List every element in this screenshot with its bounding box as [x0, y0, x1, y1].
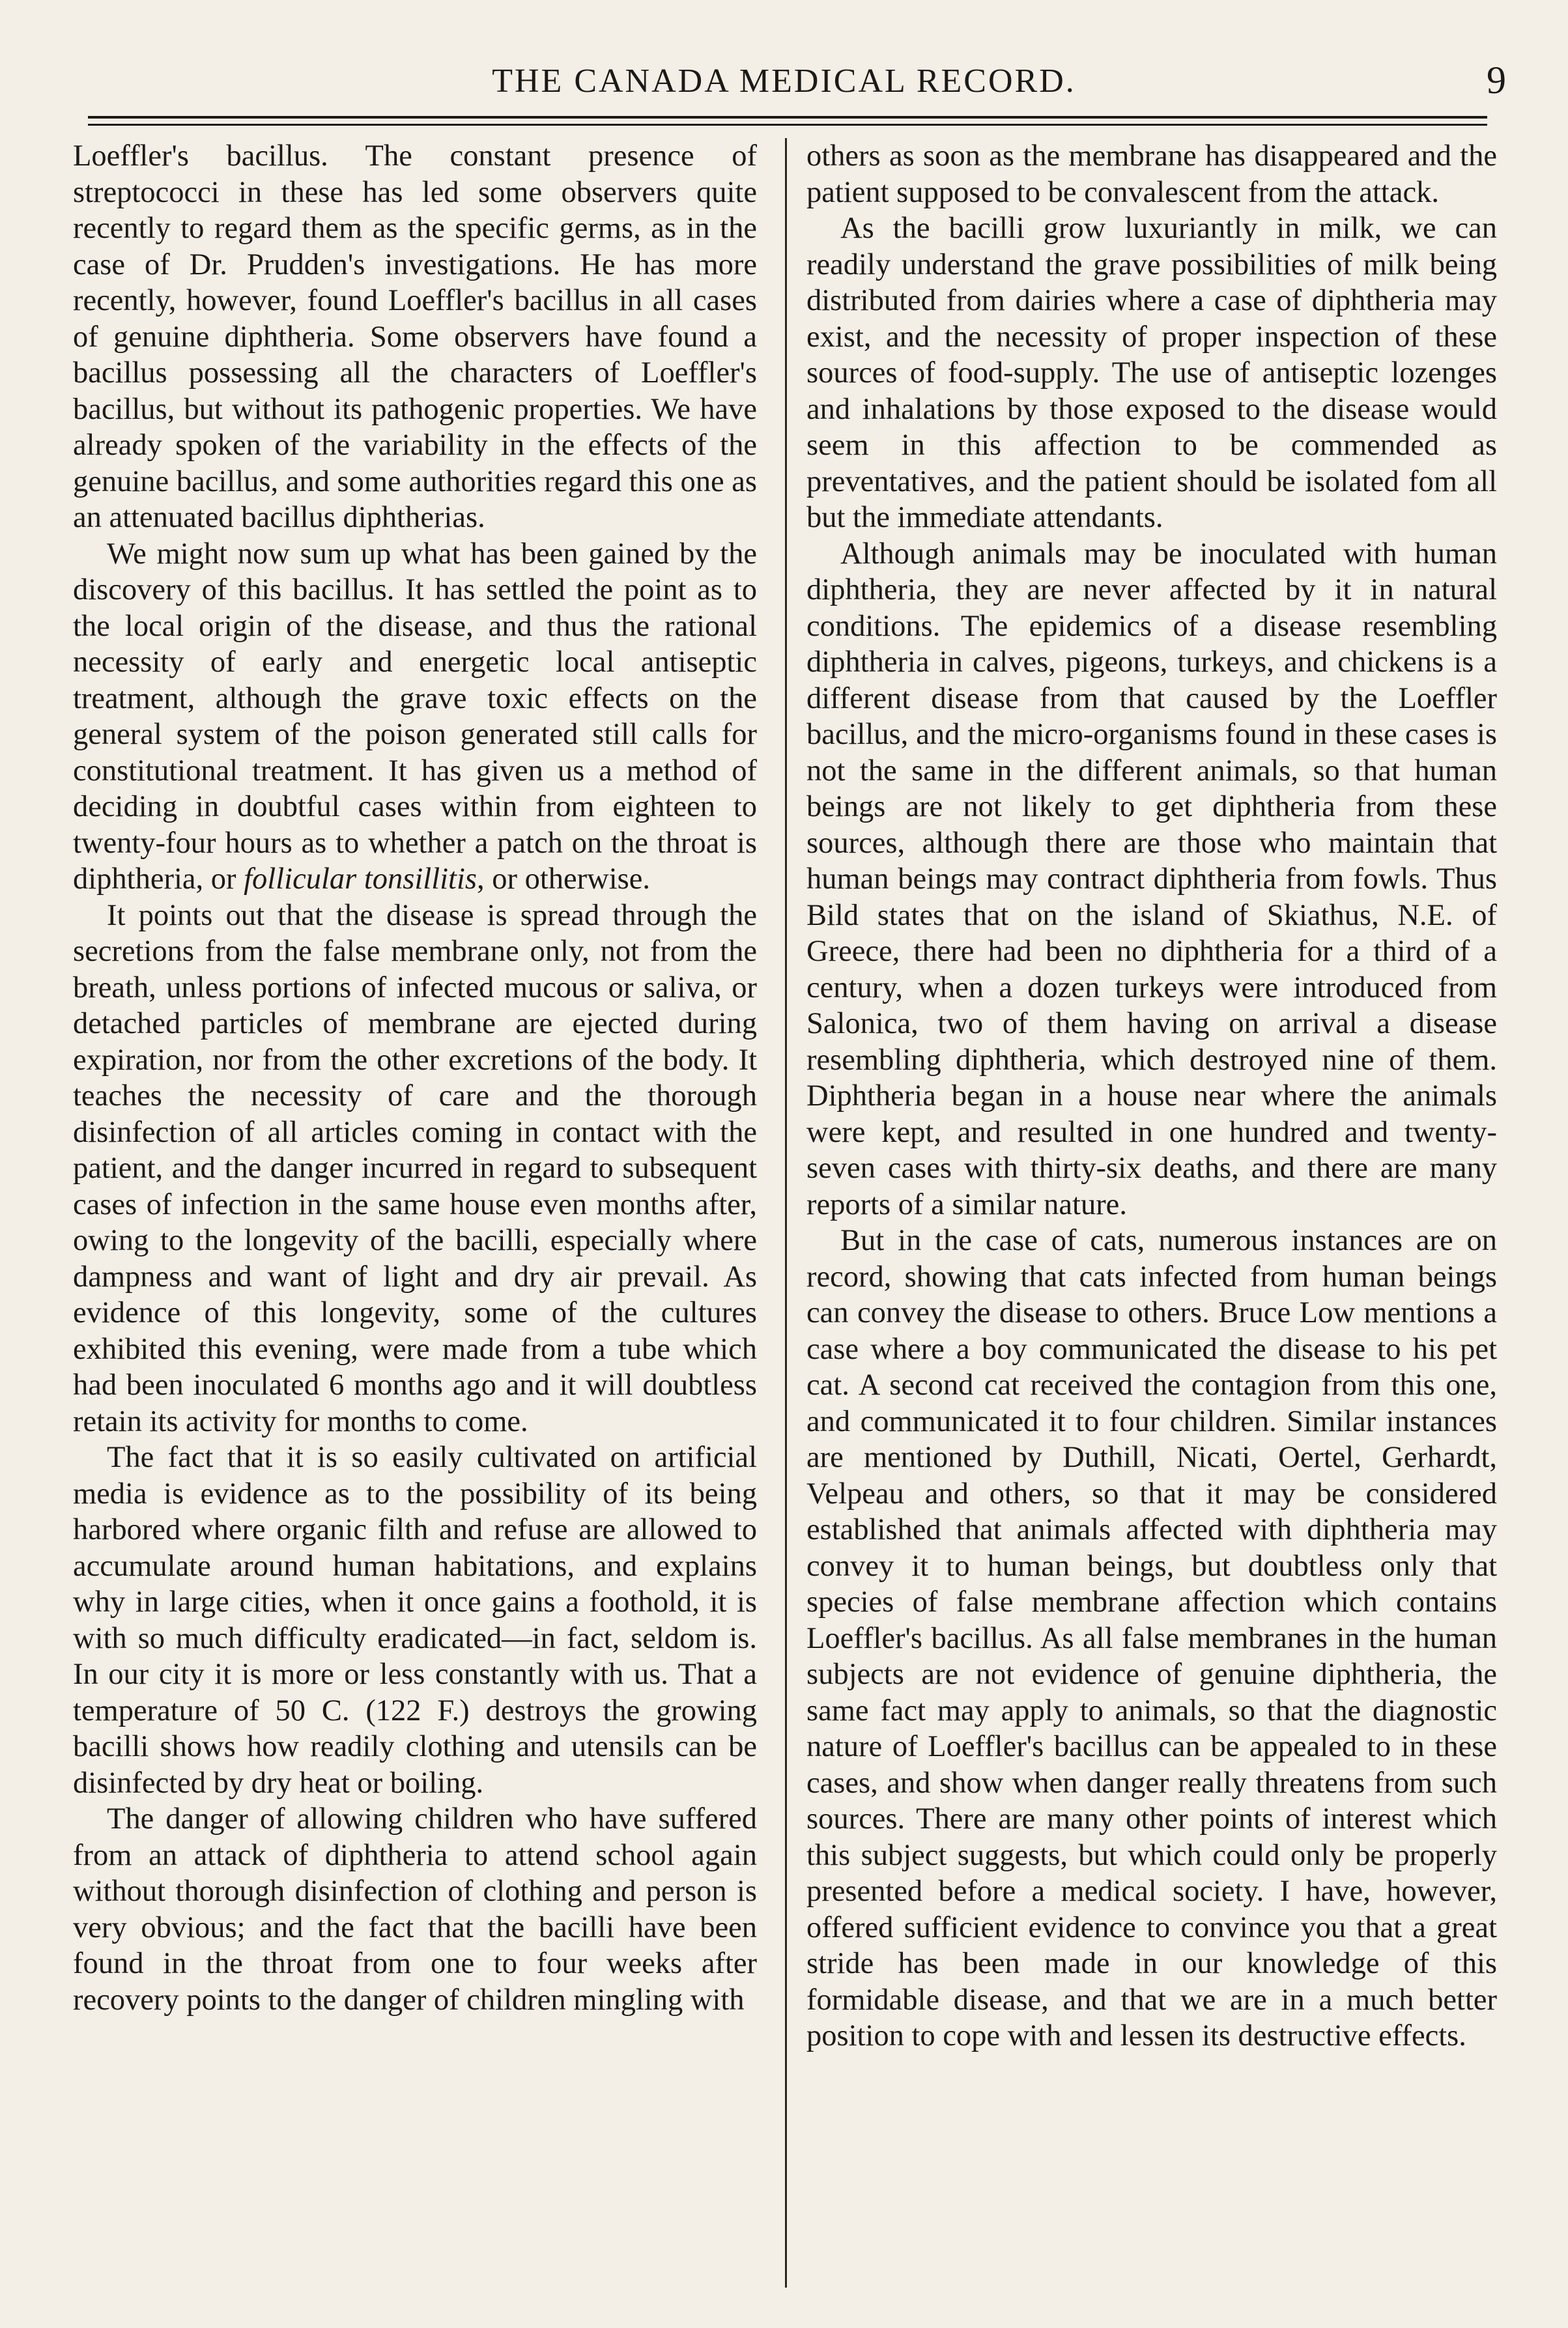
journal-title: THE CANADA MEDICAL RECORD. — [492, 63, 1076, 100]
right-column — [806, 138, 1497, 2288]
header-rule-thin — [88, 124, 1487, 126]
page-header — [0, 59, 1568, 107]
right-paragraph-3: Although animals may be inoculated with human diphtheria, they are never affected by it in natural conditions. The epidemics of a disease resembling diphtheria in calves, pigeons, turkeys, and chickens is a different disease from that caused by the Loeffler bacillus, and the micro-organisms found in these cases is not the same in the different animals, so that human beings are not likely to get diphtheria from these sources, although there are those who maintain that human beings may contract diphtheria from fowls. Thus Bild states that on the island of Skiathus, N.E. of Greece, there had been no diphtheria for a third of a century, when a dozen turkeys were introduced from Salonica, two of them having on arrival a disease resembling diphtheria, which destroyed nine of them. Diphtheria began in a house near where the animals were kept, and resulted in one hundred and twenty-seven cases with thirty-six deaths, and there are many reports of a similar nature. — [806, 537, 1497, 1221]
right-paragraph-1: others as soon as the membrane has disappeared and the patient supposed to be convalescent from the attack. — [806, 139, 1497, 209]
left-paragraph-3: It points out that the disease is spread through the secretions from the false membrane only, not from the breath, unless portions of infected mucous or saliva, or detached particles of membrane are ejected during expiration, nor from the other excretions of the body. It teaches the necessity of care and the thorough disinfection of all articles coming in contact with the patient, and the danger incurred in regard to subsequent cases of infection in the same house even months after, owing to the longevity of the bacilli, especially where dampness and want of light and dry air prevail. As evidence of this longevity, some of the cultures exhibited this evening, were made from a tube which had been inoculated 6 months ago and it will doubtless retain its activity for months to come. — [73, 898, 757, 1438]
header-rule-thick — [88, 116, 1487, 119]
right-paragraph-4: But in the case of cats, numerous instances are on record, showing that cats infected from human beings can convey the disease to others. Bruce Low mentions a case where a boy communicated the disease to his pet cat. A second cat received the contagion from this one, and communicated it to four children. Similar instances are mentioned by Duthill, Nicati, Oertel, Gerhardt, Velpeau and others, so that it may be considered established that animals affected with diphtheria may convey it to human beings, but doubtless only that species of false membrane affection which contains Loeffler's bacillus. As all false membranes in the human subjects are not evidence of genuine diphtheria, the same fact may apply to animals, so that the diagnostic nature of Loeffler's bacillus can be appealed to in these cases, and show when danger really threatens from such sources. There are many other points of interest which this subject suggests, but which could only be properly presented before a medical society. I have, however, offered sufficient evidence to convince you that a great stride has been made in our knowledge of this formidable disease, and that we are in a much better position to cope with and lessen its destructive effects. — [806, 1224, 1497, 2052]
left-paragraph-2-italic: follicular tonsillitis — [244, 862, 477, 896]
left-column — [73, 138, 757, 2288]
column-divider — [785, 138, 787, 2288]
left-paragraph-1: Loeffler's bacillus. The constant presence of streptococci in these has led some observers quite recently to regard them as the specific germs, as in the case of Dr. Prudden's investigations. He has more recently, however, found Loeffler's bacillus in all cases of genuine diphtheria. Some observers have found a bacillus possessing all the characters of Loeffler's bacillus, but without its pathogenic properties. We have already spoken of the variability in the effects of the genuine bacillus, and some authorities regard this one as an attenuated bacillus diphtherias. — [73, 139, 757, 534]
right-paragraph-2: As the bacilli grow luxuriantly in milk, we can readily understand the grave possibilities of milk being distributed from dairies where a case of diphtheria may exist, and the necessity of proper inspection of these sources of food-supply. The use of antiseptic lozenges and inhalations by those exposed to the disease would seem in this affection to be commended as preventatives, and the patient should be isolated fom all but the immediate attendants. — [806, 212, 1497, 534]
left-paragraph-4: The fact that it is so easily cultivated on artificial media is evidence as to the possibility of its being harbored where organic filth and refuse are allowed to accumulate around human habitations, and explains why in large cities, when it once gains a foothold, it is with so much difficulty eradicated—in fact, seldom is. In our city it is more or less constantly with us. That a temperature of 50 C. (122 F.) destroys the growing bacilli shows how readily clothing and utensils can be disinfected by dry heat or boiling. — [73, 1441, 757, 1800]
left-paragraph-2-text: We might now sum up what has been gained by the discovery of this bacillus. It has settled the point as to the local origin of the disease, and thus the rational necessity of early and energetic local antiseptic treatment, although the grave toxic effects on the general system of the poison generated still calls for constitutional treatment. It has given us a method of deciding in doubtful cases within from eighteen to twenty-four hours as to whether a patch on the throat is diphtheria, or — [73, 537, 757, 896]
left-paragraph-2-end: , or otherwise. — [476, 862, 650, 896]
left-paragraph-5: The danger of allowing children who have suffered from an attack of diphtheria to attend school again without thorough disinfection of clothing and person is very obvious; and the fact that the bacilli have been found in the throat from one to four weeks after recovery points to the danger of children mingling with — [73, 1802, 757, 2017]
page-number: 9 — [1487, 59, 1506, 102]
left-paragraph-2 — [73, 536, 757, 898]
